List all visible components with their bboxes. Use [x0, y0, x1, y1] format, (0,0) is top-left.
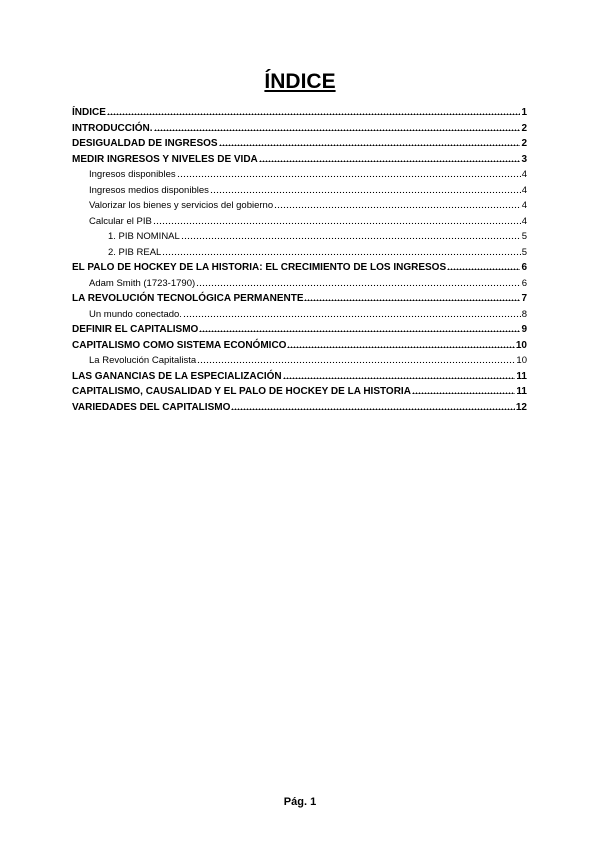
- dot-leader: [183, 307, 521, 317]
- toc-entry[interactable]: [72, 291, 527, 307]
- toc-entry-label: CAPITALISMO, CAUSALIDAD Y EL PALO DE HOCKEY DE LA HISTORIA: [72, 386, 411, 397]
- dot-leader: [231, 400, 515, 410]
- toc-entry-label: Ingresos medios disponibles: [89, 184, 209, 196]
- toc-entry[interactable]: [72, 214, 527, 230]
- dot-leader: [219, 136, 521, 146]
- toc-entry-label: DEFINIR EL CAPITALISMO: [72, 324, 199, 335]
- toc-entry-page-number: 5: [521, 246, 527, 258]
- page-title: ÍNDICE: [264, 70, 336, 93]
- toc-entry-label: DESIGUALDAD DE INGRESOS: [72, 138, 218, 149]
- dot-leader: [153, 214, 521, 224]
- toc-entry-label: Adam Smith (1723-1790): [89, 277, 196, 289]
- toc-entry[interactable]: [72, 136, 527, 152]
- toc-entry-label: Un mundo conectado.: [89, 308, 182, 320]
- toc-entry[interactable]: [72, 322, 527, 338]
- toc-entry-label: LA REVOLUCIÓN TECNOLÓGICA PERMANENTE: [72, 293, 304, 304]
- toc-entry-page-number: 12: [515, 401, 527, 413]
- toc-entry-label: Valorizar los bienes y servicios del gobierno: [89, 200, 274, 211]
- toc-entry[interactable]: [72, 198, 527, 214]
- dot-leader: [283, 369, 516, 379]
- toc-entry-page-number: 4: [521, 215, 527, 227]
- toc-entry-page-number: 10: [516, 355, 527, 366]
- toc-entry-page-number: 7: [521, 293, 527, 304]
- toc-entry[interactable]: [72, 276, 527, 292]
- table-of-contents: [72, 105, 527, 415]
- toc-entry[interactable]: [72, 338, 527, 354]
- dot-leader: [177, 167, 521, 177]
- dot-leader: [197, 353, 515, 363]
- dot-leader: [196, 276, 521, 286]
- dot-leader: [210, 183, 521, 193]
- dot-leader: [154, 121, 521, 131]
- toc-entry-label: MEDIR INGRESOS Y NIVELES DE VIDA: [72, 153, 258, 165]
- toc-entry-label: ÍNDICE: [72, 107, 106, 118]
- toc-entry-label: La Revolución Capitalista: [89, 355, 197, 366]
- dot-leader: [199, 322, 520, 332]
- dot-leader: [259, 152, 521, 162]
- toc-entry-page-number: 1: [521, 107, 527, 118]
- toc-entry-page-number: 4: [521, 169, 527, 180]
- toc-entry-label: Ingresos disponibles: [89, 169, 176, 180]
- toc-entry-page-number: 8: [521, 308, 527, 320]
- toc-entry-label: 2. PIB REAL: [108, 246, 162, 258]
- toc-entry-page-number: 6: [521, 277, 527, 289]
- toc-entry[interactable]: [72, 183, 527, 199]
- toc-entry[interactable]: [72, 245, 527, 261]
- toc-entry[interactable]: [72, 121, 527, 137]
- toc-entry[interactable]: [72, 260, 527, 276]
- dot-leader: [107, 105, 521, 115]
- dot-leader: [162, 245, 520, 255]
- toc-entry-page-number: 9: [521, 324, 527, 335]
- toc-entry-label: Calcular el PIB: [89, 215, 152, 227]
- dot-leader: [304, 291, 520, 301]
- toc-entry-page-number: 2: [521, 138, 527, 149]
- toc-entry-page-number: 2: [521, 122, 527, 134]
- toc-entry-page-number: 4: [521, 200, 527, 211]
- toc-entry[interactable]: [72, 152, 527, 168]
- toc-entry-page-number: 11: [516, 370, 527, 382]
- toc-entry-page-number: 6: [521, 262, 527, 273]
- toc-entry-page-number: 10: [515, 339, 527, 351]
- toc-entry-label: CAPITALISMO COMO SISTEMA ECONÓMICO: [72, 339, 287, 351]
- toc-entry-page-number: 3: [521, 153, 527, 165]
- toc-entry-page-number: 4: [521, 184, 527, 196]
- toc-entry-label: VARIEDADES DEL CAPITALISMO: [72, 401, 231, 413]
- page-number-footer: Pág. 1: [283, 796, 317, 808]
- dot-leader: [412, 384, 516, 394]
- dot-leader: [274, 198, 521, 208]
- toc-entry[interactable]: [72, 353, 527, 369]
- dot-leader: [287, 338, 514, 348]
- toc-entry-page-number: 11: [516, 386, 527, 397]
- toc-entry-label: EL PALO DE HOCKEY DE LA HISTORIA: EL CRECIMIENTO DE LOS INGRESOS: [72, 262, 447, 273]
- toc-entry[interactable]: [72, 105, 527, 121]
- dot-leader: [181, 229, 521, 239]
- toc-entry[interactable]: [72, 229, 527, 245]
- toc-entry[interactable]: [72, 400, 527, 416]
- toc-entry-label: 1. PIB NOMINAL: [108, 231, 180, 242]
- toc-entry[interactable]: [72, 167, 527, 183]
- dot-leader: [447, 260, 520, 270]
- toc-entry-page-number: 5: [521, 231, 527, 242]
- toc-entry[interactable]: [72, 369, 527, 385]
- toc-entry-label: LAS GANANCIAS DE LA ESPECIALIZACIÓN: [72, 370, 282, 382]
- toc-entry-label: INTRODUCCIÓN.: [72, 122, 153, 134]
- toc-entry[interactable]: [72, 384, 527, 400]
- toc-entry[interactable]: [72, 307, 527, 323]
